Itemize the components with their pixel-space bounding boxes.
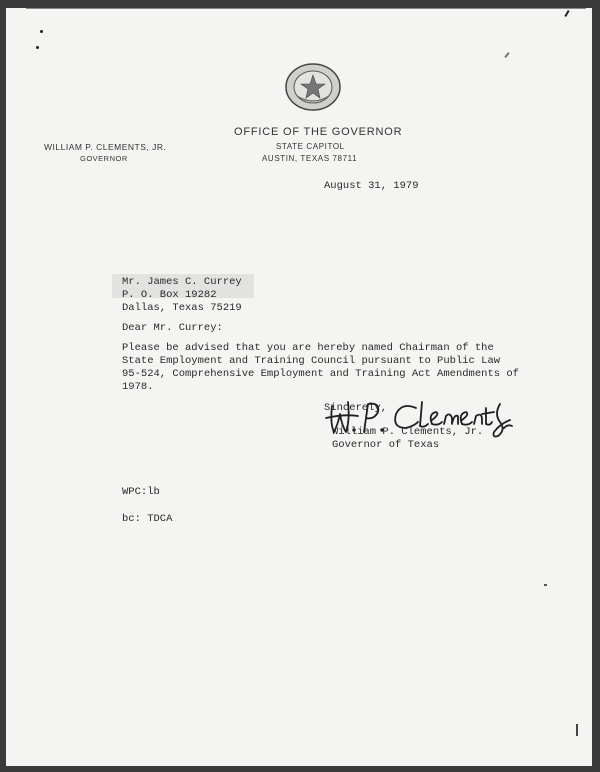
state-capitol-line: STATE CAPITOL [276,142,345,151]
scan-mark [564,10,569,17]
scan-mark [40,30,43,33]
letter-page [6,8,592,766]
office-title: OFFICE OF THE GOVERNOR [234,126,403,138]
letter-date: August 31, 1979 [324,180,419,192]
body-line: 95-524, Comprehensive Employment and Training Act Amendments of [122,368,519,380]
blind-copy: bc: TDCA [122,513,173,525]
signer-name: William P. Clements, Jr. [332,426,484,438]
city-line: AUSTIN, TEXAS 78711 [262,154,358,163]
reference-initials: WPC:lb [122,486,160,498]
body-line: Please be advised that you are hereby named Chairman of the [122,342,494,354]
scan-mark [26,8,586,9]
governor-name: WILLIAM P. CLEMENTS, JR. [44,142,167,152]
governor-title: GOVERNOR [80,154,128,163]
signer-title: Governor of Texas [332,439,440,451]
texas-seal-icon [283,62,343,112]
scan-mark [576,724,578,736]
recipient-box: P. O. Box 19282 [122,289,217,301]
scan-mark [504,52,509,58]
body-line: State Employment and Training Council pursuant to Public Law [122,355,501,367]
scan-mark [36,46,39,49]
scan-mark [544,584,547,586]
salutation: Dear Mr. Currey: [122,322,223,334]
closing: Sincerely, [324,402,388,414]
recipient-city: Dallas, Texas 75219 [122,302,242,314]
body-line: 1978. [122,381,154,393]
recipient-name: Mr. James C. Currey [122,276,242,288]
